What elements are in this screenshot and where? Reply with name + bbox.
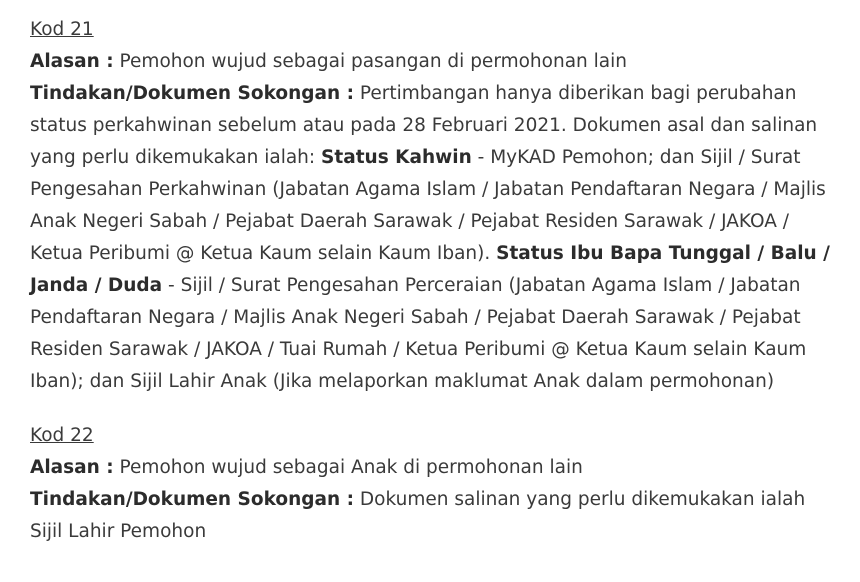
reason-label: Alasan : xyxy=(30,51,114,72)
reason-label: Alasan : xyxy=(30,457,114,478)
entry-kod-21 xyxy=(30,14,832,398)
code-title: Kod 21 xyxy=(30,19,94,40)
status-single-parent-text: - Sijil / Surat Pengesahan Perceraian (Jabatan Agama Islam / Jabatan Pendaftaran Negara / Majlis Anak Negeri Sabah / Pejabat Daerah Sarawak / Pejabat Residen Sarawak / JAKOA / Tuai Rumah / Ketua Peribumi @ Ketua Kaum selain Kaum Iban); dan Sijil Lahir Anak (Jika melaporkan maklumat Anak dalam permohonan) xyxy=(30,275,807,392)
reason-line xyxy=(30,46,832,78)
action-paragraph xyxy=(30,78,832,398)
action-intro: Pertimbangan hanya diberikan bagi perubahan status perkahwinan sebelum atau pada 28 Februari 2021. Dokumen asal dan salinan yang perlu dikemukakan ialah: xyxy=(30,83,818,168)
action-label: Tindakan/Dokumen Sokongan : xyxy=(30,83,355,104)
status-single-parent-label: Status Ibu Bapa Tunggal / Balu / Janda / Duda xyxy=(30,243,830,296)
entry-kod-22 xyxy=(30,420,832,548)
reason-line xyxy=(30,452,832,484)
status-kahwin-label: Status Kahwin xyxy=(321,147,472,168)
reason-text: Pemohon wujud sebagai Anak di permohonan lain xyxy=(119,457,583,478)
action-paragraph xyxy=(30,484,832,548)
status-kahwin-text: - MyKAD Pemohon; dan Sijil / Surat Pengesahan Perkahwinan (Jabatan Agama Islam / Jabatan Pendaftaran Negara / Majlis Anak Negeri Sabah / Pejabat Daerah Sarawak / Pejabat Residen Sarawak / JAKOA / Ketua Peribumi @ Ketua Kaum selain Kaum Iban). xyxy=(30,147,826,264)
reason-text: Pemohon wujud sebagai pasangan di permohonan lain xyxy=(119,51,627,72)
action-text: Dokumen salinan yang perlu dikemukakan ialah Sijil Lahir Pemohon xyxy=(30,489,806,542)
action-label: Tindakan/Dokumen Sokongan : xyxy=(30,489,355,510)
code-title: Kod 22 xyxy=(30,425,94,446)
